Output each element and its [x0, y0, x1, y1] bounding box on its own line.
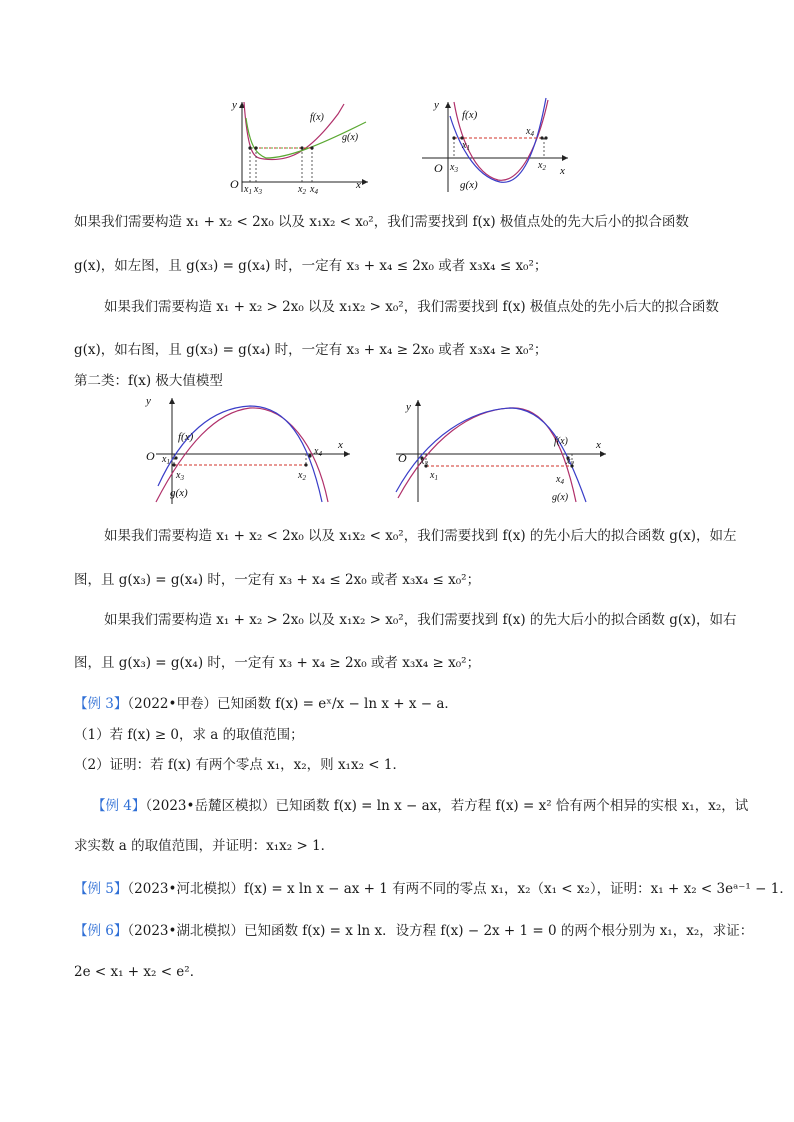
example-4-tag: 【例 4】: [92, 798, 146, 814]
f-curve: [398, 408, 576, 502]
example-5: [74, 877, 793, 897]
x4-label: $x_4$: [556, 474, 564, 486]
example-5-tag: 【例 5】: [74, 881, 128, 897]
x1-label: $x_1$: [244, 184, 252, 196]
x-label: x: [338, 439, 343, 451]
example-6-text: （2023•湖北模拟）已知函数 f(x) = x ln x．设方程 f(x) − 2x + 1 = 0 的两个根分别为 x₁，x₂，求证：: [127, 923, 754, 939]
example-4-text: （2023•岳麓区模拟）已知函数 f(x) = ln x − ax，若方程 f(x) = x² 恰有两个相异的实根 x₁，x₂，试: [145, 798, 749, 814]
x-label: x: [560, 165, 565, 177]
x1-label: $x_1$: [162, 454, 170, 466]
example-3-tag: 【例 3】: [74, 696, 128, 712]
x3-label: $x_3$: [254, 184, 262, 196]
paragraph-2-line-1: 如果我们需要构造 x₁ + x₂ > 2x₀ 以及 x₁x₂ > x₀²，我们需要找到 f(x) 极值点处的先小后大的拟合函数: [104, 299, 719, 315]
x3-label: $x_3$: [450, 162, 458, 174]
origin-label: O: [146, 449, 155, 463]
x1-label: $x_1$: [430, 470, 438, 482]
x2-label: $x_2$: [566, 456, 574, 468]
y-label: y: [232, 99, 237, 111]
example-6-tag: 【例 6】: [74, 923, 128, 939]
x2-label: $x_2$: [298, 184, 306, 196]
figure-top-left: [228, 96, 378, 196]
y-label: y: [406, 401, 411, 413]
g-label: g(x): [342, 132, 359, 143]
paragraph-3-line-2: 图，且 g(x₃) = g(x₄) 时，一定有 x₃ + x₄ ≤ 2x₀ 或者 x₃x₄ ≤ x₀²；: [74, 572, 481, 588]
x-label: x: [596, 439, 601, 451]
example-6-line-1: [74, 919, 753, 939]
g-label: g(x): [552, 492, 569, 503]
example-4-line-1: [92, 794, 748, 814]
x1-label: $x_1$: [462, 140, 470, 152]
f-label: f(x): [178, 431, 194, 443]
example-5-text: （2023•河北模拟）f(x) = x ln x − ax + 1 有两不同的零点 x₁，x₂（x₁ < x₂），证明：x₁ + x₂ < 3eᵃ⁻¹ − 1．: [127, 881, 793, 897]
origin-label: O: [230, 177, 239, 191]
y-label: y: [434, 99, 439, 111]
figure-mid-left: [146, 394, 356, 506]
origin-label: O: [398, 451, 407, 465]
x3-label: $x_3$: [176, 470, 184, 482]
example-3-question-2: （2）证明：若 f(x) 有两个零点 x₁，x₂，则 x₁x₂ < 1．: [74, 757, 406, 773]
example-4-line-2: 求实数 a 的取值范围，并证明：x₁x₂ > 1．: [74, 838, 335, 854]
g-label: g(x): [170, 487, 188, 499]
paragraph-1-line-1: 如果我们需要构造 x₁ + x₂ < 2x₀ 以及 x₁x₂ < x₀²，我们需要找到 f(x) 极值点处的先大后小的拟合函数: [74, 214, 689, 230]
y-label: y: [146, 395, 151, 407]
paragraph-4-line-1: 如果我们需要构造 x₁ + x₂ > 2x₀ 以及 x₁x₂ > x₀²，我们需要找到 f(x) 的先大后小的拟合函数 g(x)，如右: [104, 612, 737, 628]
paragraph-3-line-1: 如果我们需要构造 x₁ + x₂ < 2x₀ 以及 x₁x₂ < x₀²，我们需要找到 f(x) 的先小后大的拟合函数 g(x)，如左: [104, 528, 737, 544]
example-3-question-1: （1）若 f(x) ≥ 0，求 a 的取值范围；: [74, 727, 304, 743]
x-label: x: [356, 179, 361, 191]
origin-label: O: [434, 161, 443, 175]
paragraph-1-line-2: g(x)，如左图，且 g(x₃) = g(x₄) 时，一定有 x₃ + x₄ ≤ 2x₀ 或者 x₃x₄ ≤ x₀²；: [74, 258, 548, 274]
example-3: [74, 692, 458, 712]
paragraph-2-line-2: g(x)，如右图，且 g(x₃) = g(x₄) 时，一定有 x₃ + x₄ ≥ 2x₀ 或者 x₃x₄ ≥ x₀²；: [74, 342, 548, 358]
f-label: f(x): [310, 112, 324, 123]
x4-label: $x_4$: [310, 184, 318, 196]
paragraph-4-line-2: 图，且 g(x₃) = g(x₄) 时，一定有 x₃ + x₄ ≥ 2x₀ 或者 x₃x₄ ≥ x₀²；: [74, 655, 481, 671]
x3-label: $x_3$: [420, 456, 428, 468]
g-label: g(x): [460, 179, 478, 191]
f-label: f(x): [462, 109, 478, 121]
figure-mid-right: [392, 396, 612, 508]
example-3-text: （2022•甲卷）已知函数 f(x) = eˣ/x − ln x + x − a．: [127, 696, 458, 712]
x4-label: $x_4$: [314, 446, 322, 458]
f-curve: [244, 102, 344, 160]
x2-label: $x_2$: [538, 160, 546, 172]
g-curve: [396, 408, 586, 502]
x2-label: $x_2$: [298, 470, 306, 482]
figure-top-right: [420, 96, 580, 196]
f-label: f(x): [554, 436, 568, 447]
x4-label: $x_4$: [526, 126, 534, 138]
section-heading: 第二类：f(x) 极大值模型: [74, 373, 223, 389]
example-6-line-2: 2e < x₁ + x₂ < e²．: [74, 964, 204, 980]
